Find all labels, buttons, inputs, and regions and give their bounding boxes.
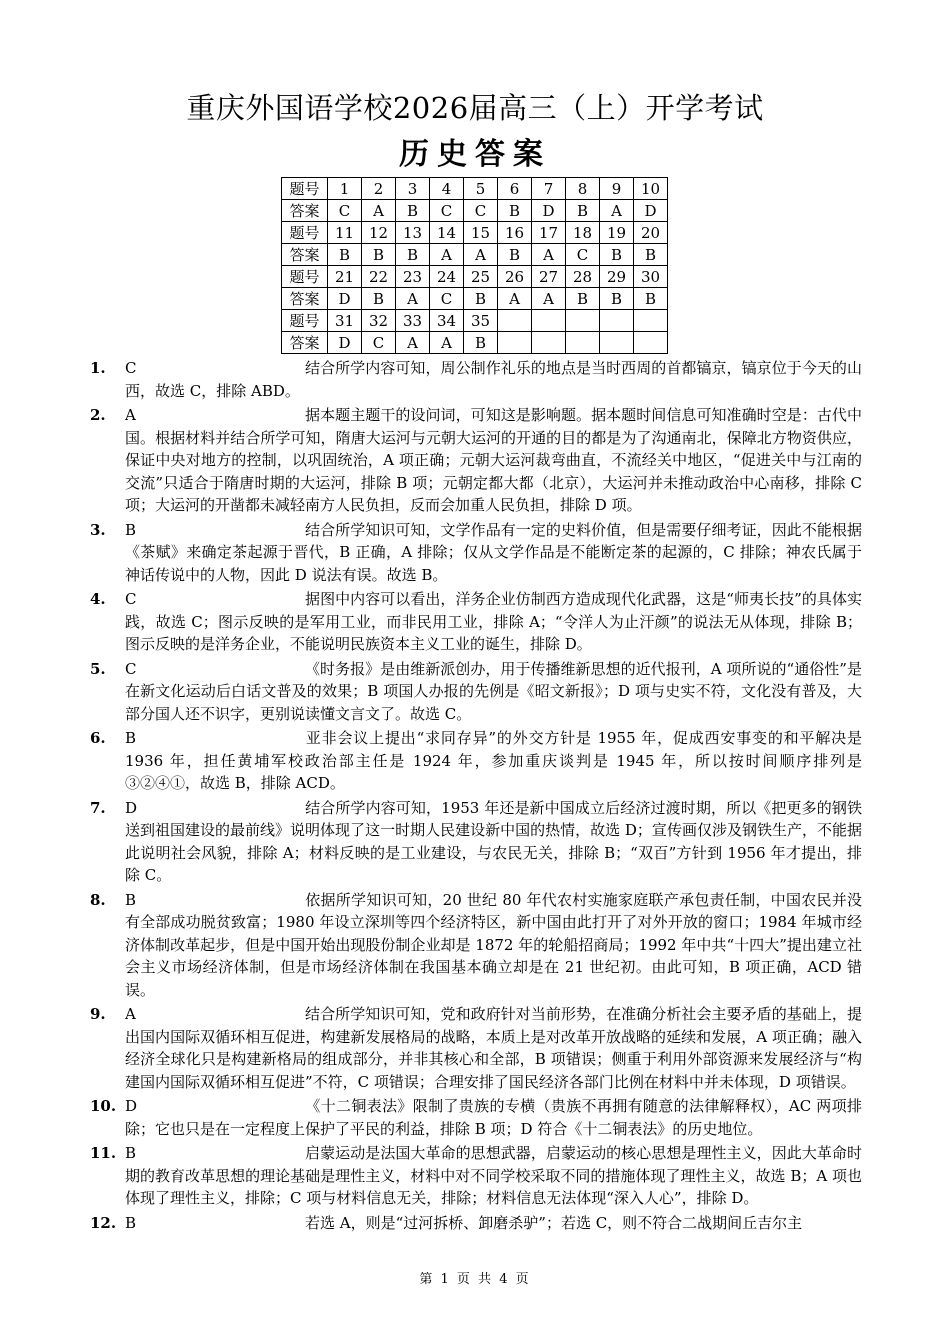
question-explanation: 结合所学内容可知，1953 年还是新中国成立后经济过渡时期，所以《把更多的钢铁送到祖国建设的最前线》说明体现了这一时期人民建设新中国的热情，故选 D；宣传画仅涉及钢铁生产，不能据此说明社会风貌，排除 A；材料反映的是工业建设，与农民无关，排除 B；“双百”方针到 1956 年才提出，排除 C。 xyxy=(125,798,862,884)
answer-table-cell: A xyxy=(532,288,566,310)
answer-table-cell xyxy=(498,310,532,332)
question-number: 10. xyxy=(90,1097,117,1115)
answer-table-body xyxy=(282,178,668,354)
explanation-item xyxy=(90,797,862,887)
answer-table-cell: 20 xyxy=(634,222,668,244)
answer-table-cell xyxy=(600,310,634,332)
question-number: 1. xyxy=(90,359,106,377)
question-answer: C xyxy=(125,659,137,678)
question-explanation: 据本题主题干的设问词，可知这是影响题。据本题时间信息可知准确时空是：古代中国。根据材料并结合所学可知，隋唐大运河与元朝大运河的开通的目的都是为了沟通南北，保障北方物资供应，保证中央对地方的控制，以巩固统治，A 项正确；元朝大运河裁弯曲直，不流经关中地区，“促进关中与江南的交流”只适合于隋唐时期的大运河，排除 B 项；元朝定都大都（北京），大运河并未推动政治中心南移，排除 C 项；大运河的开凿都未减轻南方人民负担，反而会加重人民负担，排除 D 项。 xyxy=(125,406,862,514)
answer-table-cell: 16 xyxy=(498,222,532,244)
answer-table-cell: 13 xyxy=(396,222,430,244)
answer-table-row-header: 答案 xyxy=(282,332,328,354)
answer-table-row xyxy=(282,178,668,200)
explanation-item xyxy=(90,1095,862,1140)
answer-table-cell: A xyxy=(396,288,430,310)
answer-table-cell: A xyxy=(430,332,464,354)
question-answer: B xyxy=(125,1213,137,1232)
answer-table-cell: B xyxy=(600,288,634,310)
answer-table-row xyxy=(282,200,668,222)
explanation-item xyxy=(90,727,862,795)
answer-table-cell xyxy=(532,332,566,354)
answer-table-cell: 27 xyxy=(532,266,566,288)
question-number: 9. xyxy=(90,1005,106,1023)
answer-table-cell: D xyxy=(532,200,566,222)
question-number: 5. xyxy=(90,659,106,678)
page-title: 重庆外国语学校2026届高三（上）开学考试 xyxy=(186,91,764,125)
page-subtitle: 历史答案 xyxy=(399,137,551,172)
question-number: 6. xyxy=(90,729,106,747)
answer-table-row-header: 题号 xyxy=(282,266,328,288)
answer-table-cell: C xyxy=(430,288,464,310)
explanation-item xyxy=(90,1142,862,1210)
answer-table-cell: 24 xyxy=(430,266,464,288)
question-number: 12. xyxy=(90,1213,117,1232)
answer-table-cell: 15 xyxy=(464,222,498,244)
answer-table-cell: C xyxy=(430,200,464,222)
answer-table-cell: 31 xyxy=(328,310,362,332)
answer-table-cell: 18 xyxy=(566,222,600,244)
answer-table-cell: 8 xyxy=(566,178,600,200)
answer-table-cell: A xyxy=(532,244,566,266)
explanation-item xyxy=(90,658,862,726)
question-explanation: 据图中内容可以看出，洋务企业仿制西方造成现代化武器，这是“师夷长技”的具体实践，故选 C；图示反映的是军用工业，而非民用工业，排除 A；“令洋人为止汗颜”的说法无从体现，排除 B；图示反映的是洋务企业，不能说明民族资本主义工业的诞生，排除 D。 xyxy=(125,590,862,653)
answer-table-cell: 30 xyxy=(634,266,668,288)
answer-table-cell: B xyxy=(498,200,532,222)
answer-table-cell: 5 xyxy=(464,178,498,200)
answer-table-cell xyxy=(634,310,668,332)
answer-table-cell: 23 xyxy=(396,266,430,288)
answer-table-cell: D xyxy=(328,332,362,354)
question-number: 4. xyxy=(90,590,106,608)
answer-table-cell: 17 xyxy=(532,222,566,244)
question-explanation: 结合所学内容可知，周公制作礼乐的地点是当时西周的首都镐京，镐京位于今天的山西，故选 C，排除 ABD。 xyxy=(125,359,862,400)
question-explanation: 若选 A，则是“过河拆桥、卸磨杀驴”；若选 C，则不符合二战期间丘吉尔主 xyxy=(305,1213,803,1232)
answer-table-cell: 26 xyxy=(498,266,532,288)
explanation-item xyxy=(90,889,862,1002)
question-explanation: 亚非会议上提出“求同存异”的外交方针是 1955 年，促成西安事变的和平解决是 1936 年，担任黄埔军校政治部主任是 1924 年，参加重庆谈判是 1945 年，所以按时间顺序排列是③②④①，故选 B，排除 ACD。 xyxy=(125,729,862,792)
answer-table-cell xyxy=(532,310,566,332)
question-answer: B xyxy=(125,520,137,539)
question-answer: D xyxy=(125,798,138,817)
answer-table-cell: 29 xyxy=(600,266,634,288)
answer-table-cell: A xyxy=(600,200,634,222)
question-explanation: 《时务报》是由维新派创办，用于传播维新思想的近代报刊，A 项所说的“通俗性”是在新文化运动后白话文普及的效果；B 项国人办报的先例是《昭文新报》；D 项与史实不符，文化没有普及，大部分国人还不识字，更别说读懂文言文了。故选 C。 xyxy=(125,659,862,723)
answer-table-row-header: 答案 xyxy=(282,200,328,222)
answer-table-cell: D xyxy=(328,288,362,310)
answer-table-cell: 35 xyxy=(464,310,498,332)
answer-table-cell xyxy=(600,332,634,354)
answer-table-row xyxy=(282,310,668,332)
answer-table-cell: C xyxy=(566,244,600,266)
answer-table-cell: A xyxy=(498,288,532,310)
question-explanation: 《十二铜表法》限制了贵族的专横（贵族不再拥有随意的法律解释权），AC 两项排除；它也只是在一定程度上保护了平民的利益，排除 B 项；D 符合《十二铜表法》的历史地位。 xyxy=(125,1097,862,1138)
question-number: 7. xyxy=(90,798,106,817)
answer-table-row-header: 题号 xyxy=(282,222,328,244)
answer-table-cell: 4 xyxy=(430,178,464,200)
question-answer: C xyxy=(125,590,137,608)
answer-table-cell: 2 xyxy=(362,178,396,200)
answer-table-cell xyxy=(634,332,668,354)
answer-table-cell: 6 xyxy=(498,178,532,200)
question-number: 8. xyxy=(90,890,106,909)
answer-table-cell xyxy=(566,332,600,354)
answer-table-cell: 11 xyxy=(328,222,362,244)
answer-table-cell: B xyxy=(362,244,396,266)
explanation-list xyxy=(90,357,862,1236)
answer-table-cell: 25 xyxy=(464,266,498,288)
question-number: 3. xyxy=(90,520,106,539)
answer-table-row-header: 答案 xyxy=(282,288,328,310)
explanation-item xyxy=(90,519,862,587)
answer-table-row xyxy=(282,266,668,288)
answer-table-cell: B xyxy=(634,244,668,266)
answer-table-cell: 32 xyxy=(362,310,396,332)
explanation-item xyxy=(90,404,862,517)
answer-table-row-header: 题号 xyxy=(282,178,328,200)
answer-table-cell: C xyxy=(328,200,362,222)
answer-table-cell: B xyxy=(566,288,600,310)
explanation-item xyxy=(90,357,862,402)
answer-table-cell: D xyxy=(634,200,668,222)
answer-table-cell: B xyxy=(600,244,634,266)
page-number: 第 1 页 共 4 页 xyxy=(419,1272,531,1287)
question-answer: A xyxy=(125,406,136,424)
answer-table-cell: 19 xyxy=(600,222,634,244)
answer-table-cell: A xyxy=(362,200,396,222)
answer-table-row xyxy=(282,288,668,310)
question-answer: A xyxy=(125,1005,136,1023)
answer-table xyxy=(281,177,668,354)
explanation-item xyxy=(90,1212,862,1235)
answer-table-row xyxy=(282,332,668,354)
answer-table-cell: B xyxy=(464,332,498,354)
answer-table-row xyxy=(282,244,668,266)
answer-table-cell: B xyxy=(634,288,668,310)
answer-table-cell: B xyxy=(328,244,362,266)
answer-table-cell: C xyxy=(464,200,498,222)
answer-table-cell: 21 xyxy=(328,266,362,288)
question-answer: B xyxy=(125,1144,137,1162)
question-answer: B xyxy=(125,729,137,747)
answer-table-cell: 34 xyxy=(430,310,464,332)
answer-table-cell: B xyxy=(362,288,396,310)
question-number: 11. xyxy=(90,1144,117,1162)
answer-table-cell: 1 xyxy=(328,178,362,200)
answer-table-row-header: 答案 xyxy=(282,244,328,266)
answer-table-cell: A xyxy=(396,332,430,354)
answer-table-cell: B xyxy=(498,244,532,266)
answer-table-cell: 10 xyxy=(634,178,668,200)
question-answer: B xyxy=(125,890,137,909)
answer-table-cell: 22 xyxy=(362,266,396,288)
answer-table-cell: B xyxy=(566,200,600,222)
answer-table-cell: B xyxy=(396,244,430,266)
question-explanation: 结合所学知识可知，文学作品有一定的史料价值，但是需要仔细考证，因此不能根据《茶赋》来确定茶起源于晋代，B 正确，A 排除；仅从文学作品是不能断定茶的起源的，C 排除；神农氏属于神话传说中的人物，因此 D 说法有误。故选 B。 xyxy=(125,520,862,584)
answer-table-cell: A xyxy=(464,244,498,266)
answer-table-cell: B xyxy=(396,200,430,222)
question-explanation: 结合所学知识可知，党和政府针对当前形势，在准确分析社会主要矛盾的基础上，提出国内国际双循环相互促进，构建新发展格局的战略，本质上是对改革开放战略的延续和发展，A 项正确；融入经济全球化只是构建新格局的组成部分，并非其核心和全部，B 项错误；侧重于利用外部资源来发展经济与“构建国内国际双循环相互促进”不符，C 项错误；合理安排了国民经济各部门比例在材料中并未体现，D 项错误。 xyxy=(125,1005,862,1091)
answer-table-cell: B xyxy=(464,288,498,310)
question-number: 2. xyxy=(90,406,106,424)
answer-table-cell xyxy=(498,332,532,354)
answer-table-cell: C xyxy=(362,332,396,354)
explanation-item xyxy=(90,588,862,656)
question-answer: C xyxy=(125,359,137,377)
answer-table-cell: 7 xyxy=(532,178,566,200)
answer-table-cell: 9 xyxy=(600,178,634,200)
answer-table-cell: 33 xyxy=(396,310,430,332)
question-explanation: 依据所学知识可知，20 世纪 80 年代农村实施家庭联产承包责任制，中国农民并没有全部成功脱贫致富；1980 年设立深圳等四个经济特区，新中国由此打开了对外开放的窗口；1984 年城市经济体制改革起步，但是中国开始出现股份制企业却是 1872 年的轮船招商局；1992 年中共“十四大”提出建立社会主义市场经济体制，但是市场经济体制在我国基本确立却是在 21 世纪初。由此可知，B 项正确，ACD 错误。 xyxy=(125,890,862,999)
answer-table-row xyxy=(282,222,668,244)
answer-table-row-header: 题号 xyxy=(282,310,328,332)
question-answer: D xyxy=(125,1097,138,1115)
answer-table-cell: A xyxy=(430,244,464,266)
explanation-item xyxy=(90,1003,862,1093)
answer-table-cell: 28 xyxy=(566,266,600,288)
answer-table-cell: 3 xyxy=(396,178,430,200)
answer-table-cell: 14 xyxy=(430,222,464,244)
question-explanation: 启蒙运动是法国大革命的思想武器，启蒙运动的核心思想是理性主义，因此大革命时期的教育改革思想的理论基础是理性主义，材料中对不同学校采取不同的措施体现了理性主义，故选 B；A 项也体现了理性主义，排除；C 项与材料信息无关，排除；材料信息无法体现“深入人心”，排除 D。 xyxy=(125,1144,862,1207)
answer-table-cell xyxy=(566,310,600,332)
answer-table-cell: 12 xyxy=(362,222,396,244)
